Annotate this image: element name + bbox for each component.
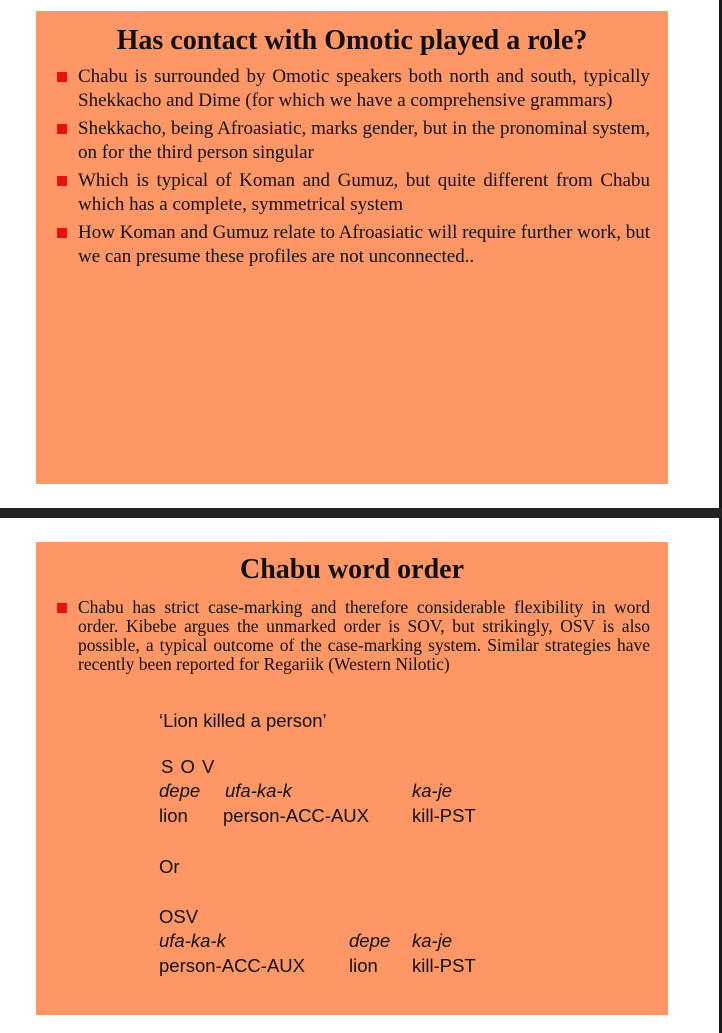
osv-gloss-object: person-ACC-AUX: [159, 955, 305, 976]
bullet-square-icon: [57, 124, 67, 134]
example-translation: ‘Lion killed a person’: [159, 710, 327, 731]
slide-omotic-contact: [36, 11, 668, 484]
slide-word-order: [36, 542, 668, 1015]
osv-gloss-subject: lion: [349, 955, 378, 976]
osv-label: OSV: [159, 906, 199, 927]
bullet-square-icon: [57, 228, 67, 238]
bullet-text: Which is typical of Koman and Gumuz, but quite different from Chabu which has a complete, symmetrical system: [78, 170, 650, 215]
bullet-text: Chabu has strict case-marking and therefore considerable flexibility in word order. Kibebe argues the unmarked order is SOV, but strikingly, OSV is also possible, a typical outcome of the case-marking system. Similar strategies have recently been reported for Regariik (Western Nilotic): [78, 597, 650, 674]
bullet-list: [36, 598, 668, 674]
sov-label: S O V: [161, 756, 216, 777]
osv-word-object: ufa-ka-k: [159, 930, 226, 951]
slide-divider: [0, 508, 722, 518]
bullet-item: [36, 598, 668, 674]
sov-gloss-verb: kill-PST: [412, 805, 476, 826]
bullet-text: Chabu is surrounded by Omotic speakers both north and south, typically Shekkacho and Dime (for which we have a comprehensive grammars): [78, 66, 650, 111]
bullet-square-icon: [57, 72, 67, 82]
bullet-item: [36, 117, 668, 165]
osv-word-subject: ɗepe: [349, 930, 391, 951]
sov-gloss-object: person-ACC-AUX: [223, 805, 369, 826]
bullet-item: [36, 169, 668, 217]
or-label: Or: [159, 856, 180, 877]
sov-word-verb: ka-je: [412, 780, 453, 801]
slide-title: Chabu word order: [239, 554, 464, 585]
osv-word-verb: ka-je: [412, 930, 453, 951]
slide-title: Has contact with Omotic played a role?: [116, 25, 588, 56]
bullet-item: [36, 221, 668, 269]
bullet-item: [36, 65, 668, 113]
sov-word-subject: ɗepe: [159, 780, 201, 801]
bullet-text: Shekkacho, being Afroasiatic, marks gender, but in the pronominal system, on for the third person singular: [78, 118, 650, 163]
bullet-text: How Koman and Gumuz relate to Afroasiatic will require further work, but we can presume these profiles are not unconnected..: [78, 222, 650, 267]
osv-gloss-verb: kill-PST: [412, 955, 476, 976]
sov-word-object: ufa-ka-k: [225, 780, 292, 801]
sov-gloss-subject: lion: [159, 805, 188, 826]
bullet-square-icon: [57, 176, 67, 186]
bullet-square-icon: [57, 603, 67, 613]
bullet-list: [36, 65, 668, 269]
